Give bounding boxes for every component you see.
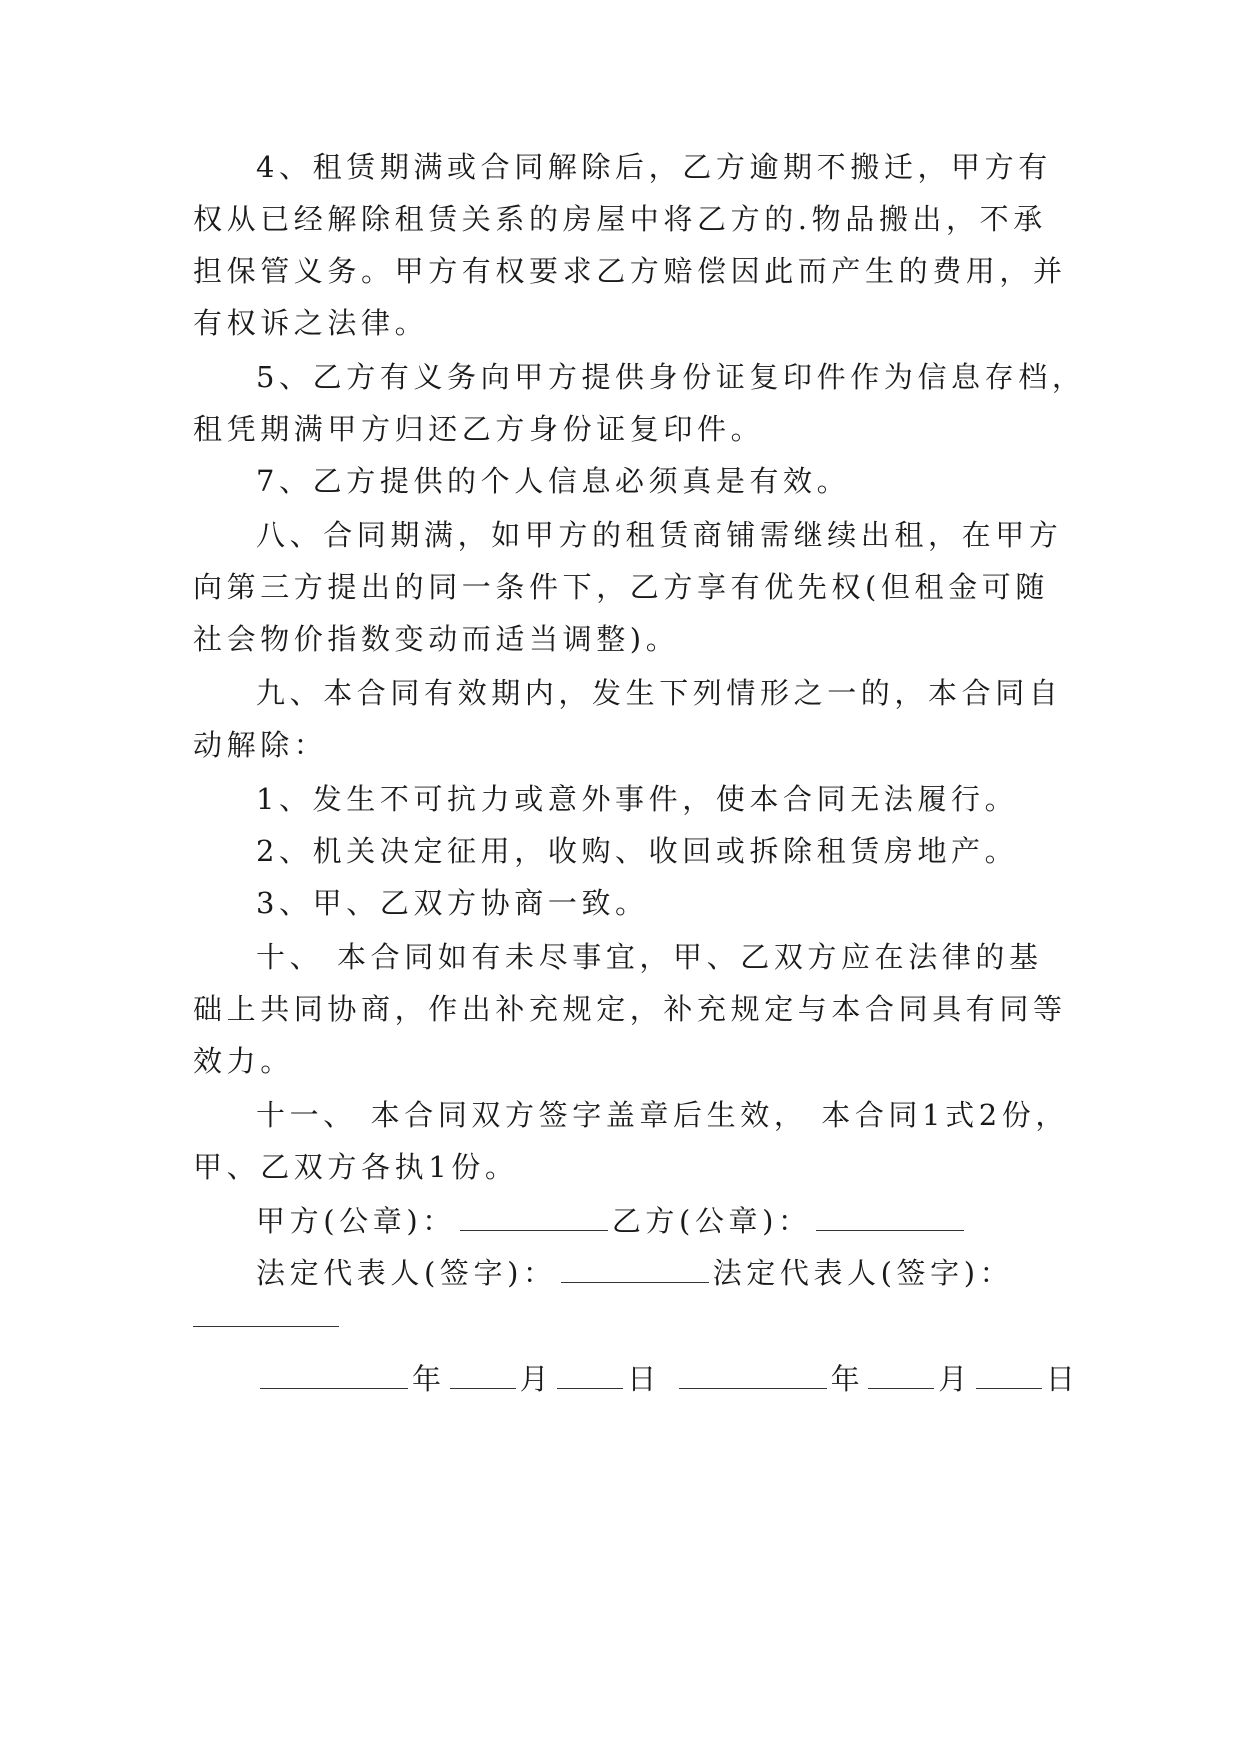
- date-b-month-label: 月: [938, 1362, 972, 1396]
- section-9-item-1: 1、发生不可抗力或意外事件，使本合同无法履行。: [256, 782, 1019, 816]
- section-10-line-3: 效力。: [193, 1044, 294, 1078]
- section-11-line-1: 十一、 本合同双方签字盖章后生效， 本合同1式2份，: [256, 1098, 1069, 1132]
- clause-4-line-1: 4、租赁期满或合同解除后，乙方逾期不搬迁，甲方有: [256, 150, 1052, 184]
- section-9-line-1: 九、本合同有效期内，发生下列情形之一的，本合同自: [256, 676, 1063, 710]
- date-b-year-label: 年: [830, 1362, 865, 1396]
- seal-line: [256, 1198, 1116, 1244]
- clause-5-line-2: 租凭期满甲方归还乙方身份证复印件。: [193, 412, 765, 446]
- party-b-rep-blank: [193, 1326, 339, 1327]
- clause-4-line-3: 担保管义务。甲方有权要求乙方赔偿因此而产生的费用，并: [193, 254, 1067, 288]
- party-a-seal-label: 甲方(公章)：: [256, 1204, 456, 1238]
- date-a-month-blank: [450, 1358, 516, 1389]
- party-b-seal-blank: [816, 1200, 964, 1231]
- section-8-line-1: 八、合同期满，如甲方的租赁商铺需继续出租，在甲方: [256, 518, 1063, 552]
- section-11-line-2: 甲、乙双方各执1份。: [193, 1150, 519, 1184]
- date-a-day-blank: [557, 1358, 623, 1389]
- section-9-item-3: 3、甲、乙双方协商一致。: [256, 886, 649, 920]
- clause-4-line-2: 权从已经解除租赁关系的房屋中将乙方的.物品搬出，不承: [193, 202, 1047, 236]
- section-8-line-3: 社会物价指数变动而适当调整)。: [193, 622, 680, 656]
- date-a-year-blank: [260, 1358, 408, 1389]
- representative-line: [256, 1250, 1116, 1296]
- date-b-month-blank: [868, 1358, 934, 1389]
- section-8-line-2: 向第三方提出的同一条件下，乙方享有优先权(但租金可随: [193, 570, 1049, 604]
- party-a-rep-blank: [561, 1252, 709, 1283]
- date-b-year-blank: [679, 1358, 827, 1389]
- party-b-seal-label: 乙方(公章)：: [611, 1204, 812, 1238]
- party-a-rep-label: 法定代表人(签字)：: [256, 1256, 557, 1290]
- party-a-seal-blank: [460, 1200, 608, 1231]
- date-a-year-label: 年: [412, 1362, 446, 1396]
- section-10-line-2: 础上共同协商，作出补充规定，补充规定与本合同具有同等: [193, 992, 1067, 1026]
- section-9-line-2: 动解除：: [193, 728, 328, 762]
- clause-7-line-1: 7、乙方提供的个人信息必须真是有效。: [256, 464, 851, 498]
- clause-5-line-1: 5、乙方有义务向甲方提供身份证复印件作为信息存档，: [256, 360, 1086, 394]
- date-b-day-label: 日: [1045, 1362, 1080, 1396]
- party-b-rep-label: 法定代表人(签字)：: [712, 1256, 1014, 1290]
- date-a-month-label: 月: [519, 1362, 554, 1396]
- date-b-day-blank: [976, 1358, 1042, 1389]
- date-line: [256, 1356, 1116, 1402]
- section-9-item-2: 2、机关决定征用，收购、收回或拆除租赁房地产。: [256, 834, 1019, 868]
- clause-4-line-4: 有权诉之法律。: [193, 306, 429, 340]
- section-10-line-1: 十、 本合同如有未尽事宜，甲、乙双方应在法律的基: [256, 940, 1043, 974]
- date-a-day-label: 日: [627, 1362, 661, 1396]
